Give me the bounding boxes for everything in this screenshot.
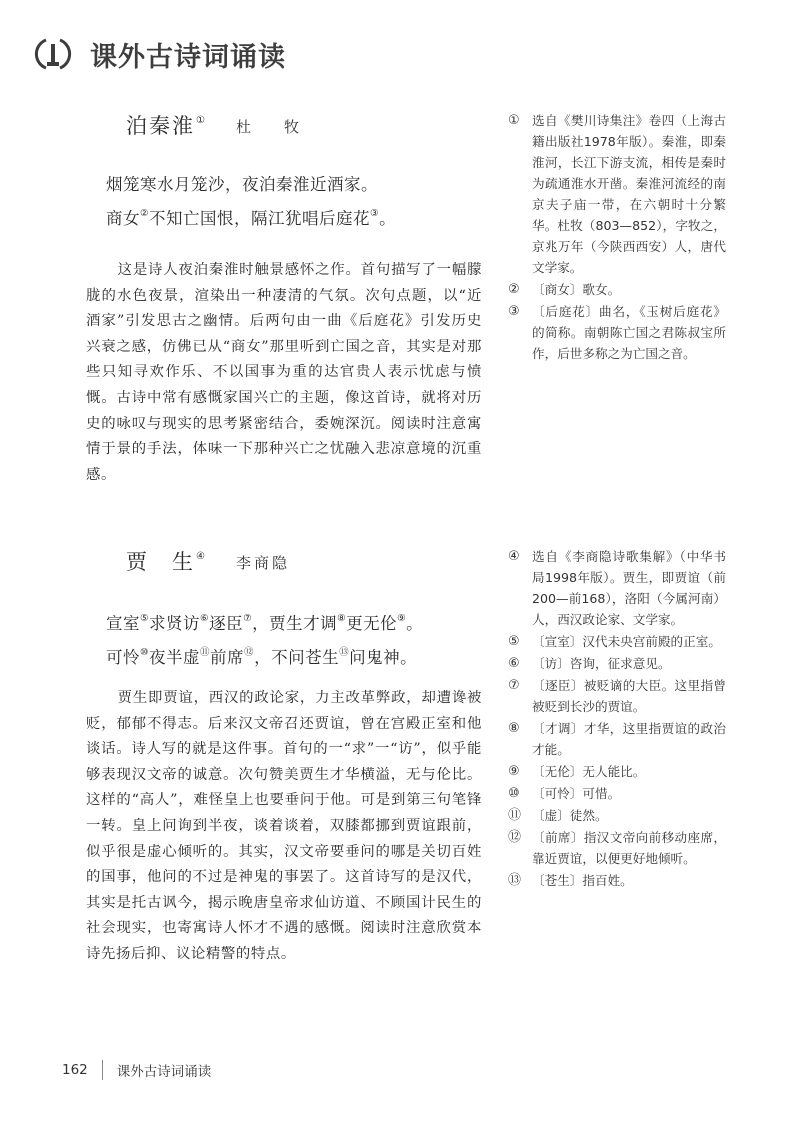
footnote-text: 〔可怜〕可惜。 [532,786,621,801]
footnote-number: ⑤ [508,634,520,649]
verse-line [106,199,396,233]
footnote-number: ③ [508,304,520,319]
verse-text: 商女 [106,209,140,228]
note-ref: ⑬ [339,647,350,658]
footnote [508,718,726,760]
footnote [508,805,726,826]
note-ref: ② [140,208,150,219]
note-ref: ⑫ [244,647,255,658]
footnote-text: 〔后庭花〕曲名，《玉树后庭花》的简称。南朝陈亡国之君陈叔宝所作，后世多称之为亡国之音。 [532,304,726,361]
footnote-number: ⑥ [508,656,520,671]
verse-text: 问鬼神。 [349,648,418,667]
verse-line [106,604,423,638]
note-ref: ⑦ [243,613,253,624]
page-number: 162 [62,1062,88,1078]
title-note-ref: ④ [196,551,205,562]
footnote-text: 〔访〕咨询，征求意见。 [532,656,671,671]
footnote-text: 选自《樊川诗集注》卷四（上海古籍出版社1978年版）。秦淮，即秦淮河，长江下游支流，相传是秦时为疏通淮水开凿。秦淮河流经的南京夫子庙一带，在六朝时十分繁华。杜牧（803—852），字牧之，京兆万年（今陕西西安）人，唐代文学家。 [532,113,726,275]
footnote-number: ⑬ [508,873,522,888]
footnote-number: ⑩ [508,786,520,801]
title-note-ref: ① [196,115,205,126]
footer-divider [102,1060,103,1080]
poem-author: 杜 牧 [236,118,309,136]
verse-text: ，贾生才调 [252,614,338,633]
footnote-number: ④ [508,549,520,564]
poem-commentary: 这是诗人夜泊秦淮时触景感怀之作。首句描写了一幅朦胧的水色夜景，渲染出一种凄清的气氛。次句点题，以“近酒家”引发思古之幽情。后两句由一曲《后庭花》引发历史兴衰之感，仿佛已从“商女”那里听到亡国之音，其实是对那些只知寻欢作乐、不以国事为重的达官贵人表示忧虑与愤慨。古诗中常有感慨家国兴亡的主题，像这首诗，就将对历史的咏叹与现实的思考紧密结合，委婉深沉。阅读时注意寓情于景的手法，体味一下那种兴亡之忧融入悲凉意境的沉重感。 [86,262,482,483]
footnote-text: 〔前席〕指汉文帝向前移动座席，靠近贾谊，以便更好地倾听。 [532,830,726,866]
verse-text: 不知亡国恨，隔江犹唱后庭花 [149,209,371,228]
note-ref: ⑪ [200,647,211,658]
footnote [508,675,726,717]
footnote [508,631,726,652]
verse-text: 逐臣 [209,614,244,633]
page-header [34,34,286,74]
footnote [508,653,726,674]
footnote-text: 〔虚〕徒然。 [532,808,608,823]
footnote-number: ⑨ [508,764,520,779]
poem-commentary: 贾生即贾谊，西汉的政论家，力主改革弊政，却遭谗被贬，郁郁不得志。后来汉文帝召还贾谊，曾在宫殿正室和他谈话。诗人写的就是这件事。首句的一“求”一“访”，似乎能够表现汉文帝的诚意。次句赞美贾生才华横溢，无与伦比。这样的“高人”，难怪皇上也要垂问于他。可是到第三句笔锋一转。皇上问询到半夜，谈着谈着，双膝都挪到贾谊跟前，似乎很是虚心倾听的。其实，汉文帝要垂问的哪是关切百姓的国事，他问的不过是神鬼的事罢了。这首诗写的是汉代，其实是托古讽今，揭示晚唐皇帝求仙访道、不顾国计民生的社会现实，也寄寓诗人怀才不遇的感慨。阅读时注意欣赏本诗先扬后抑、议论精警的特点。 [86,690,482,962]
poem-author: 李商隐 [236,554,291,572]
verse-text: 夜半虚 [149,648,201,667]
footnote-number: ⑦ [508,678,520,693]
note-ref: ③ [370,208,380,219]
footnote [508,279,726,300]
footnote [508,110,726,278]
poem-title: 贾 生④ [126,550,205,574]
page-footer [62,1060,211,1080]
verse-text: ，不问苍生 [254,648,340,667]
verse-text: 宣室 [106,614,140,633]
footnote-number: ① [508,113,520,128]
footnote-text: 〔宣室〕汉代未央宫前殿的正室。 [532,634,721,649]
section-logo-icon [34,35,72,73]
footnote [508,870,726,891]
poem-verse [106,604,423,672]
note-ref: ⑩ [140,647,150,658]
note-ref: ⑥ [200,613,210,624]
verse-text: 烟笼寒水月笼沙，夜泊秦淮近酒家。 [106,175,378,194]
footer-section: 课外古诗词诵读 [116,1064,212,1080]
footnote [508,783,726,804]
poem-verse [106,170,396,233]
footnote-text: 〔无伦〕无人能比。 [532,764,646,779]
note-ref: ⑧ [337,613,347,624]
note-ref: ⑤ [140,613,150,624]
verse-text: 可怜 [106,648,140,667]
footnote-text: 〔苍生〕指百姓。 [532,873,633,888]
verse-text: 。 [406,614,424,633]
footnote-text: 〔商女〕歌女。 [532,282,621,297]
footnote [508,827,726,869]
verse-line [106,170,396,199]
footnote-number: ⑫ [508,830,522,845]
verse-line [106,638,423,672]
footnote [508,546,726,630]
footnote-text: 〔逐臣〕被贬谪的大臣。这里指曾被贬到长沙的贾谊。 [532,678,726,714]
footnote-number: ⑧ [508,721,520,736]
verse-text: 更无伦 [346,614,398,633]
notes-column [508,546,726,892]
footnote-number: ② [508,282,520,297]
verse-text: 求贤访 [149,614,201,633]
verse-text: 。 [379,209,397,228]
notes-column [508,110,726,365]
poem-title: 泊秦淮① [126,114,205,138]
footnote [508,761,726,782]
section-title: 课外古诗词诵读 [90,41,286,73]
footnote [508,301,726,364]
footnote-number: ⑪ [508,808,522,823]
footnote-text: 〔才调〕才华，这里指贾谊的政治才能。 [532,721,726,757]
footnote-text: 选自《李商隐诗歌集解》（中华书局1998年版）。贾生，即贾谊（前200—前168），洛阳（今属河南）人，西汉政论家、文学家。 [532,549,726,627]
note-ref: ⑨ [397,613,407,624]
verse-text: 前席 [210,648,245,667]
